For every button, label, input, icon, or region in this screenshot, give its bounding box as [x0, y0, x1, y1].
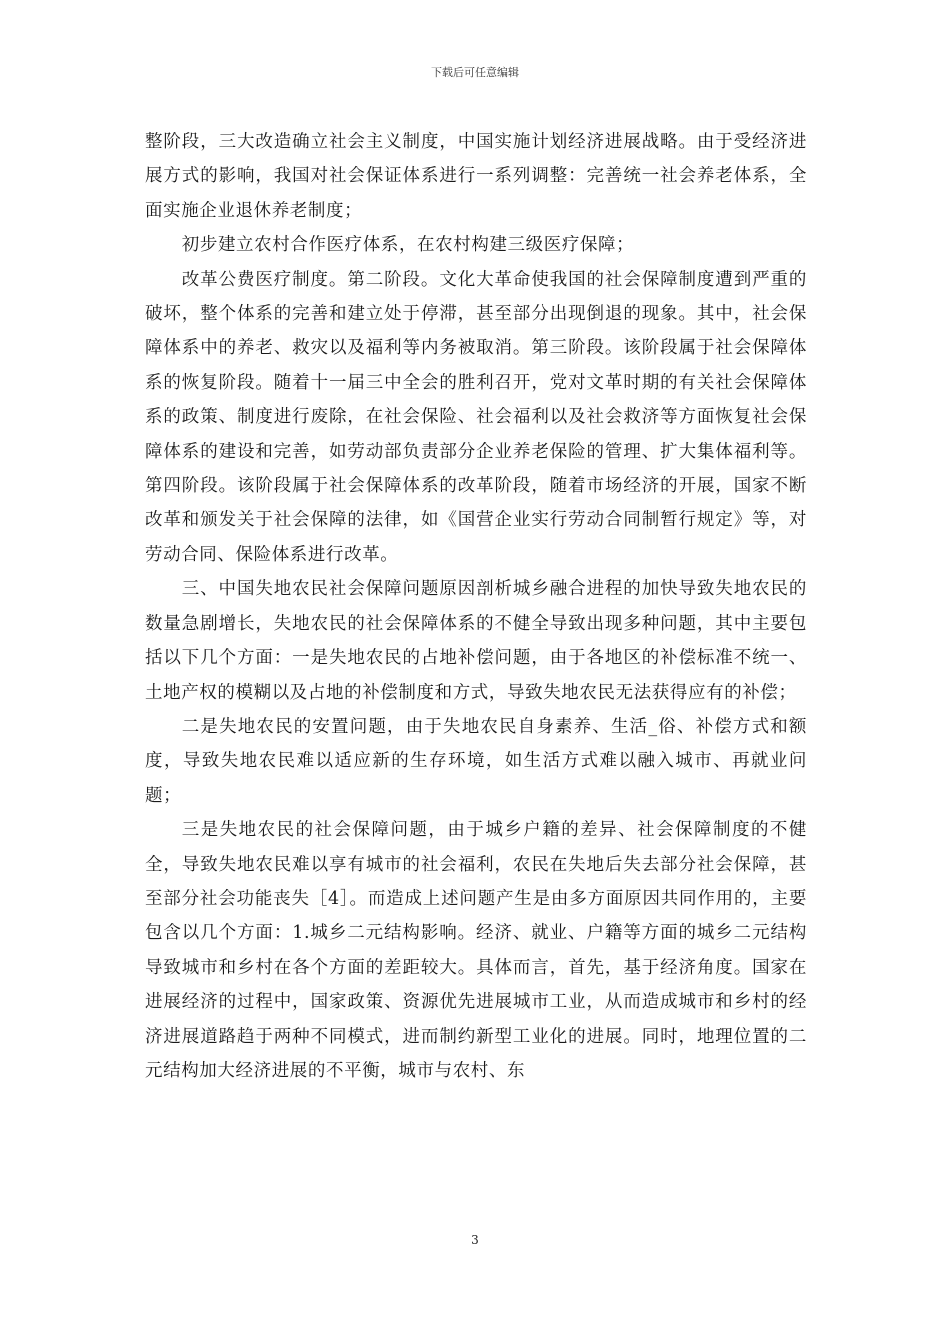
paragraph-1: 整阶段，三大改造确立社会主义制度，中国实施计划经济进展战略。由于受经济进展方式的影响，我国对社会保证体系进行一系列调整：完善统一社会养老体系，全面实施企业退休养老制度；: [145, 132, 807, 221]
paragraph-2: 初步建立农村合作医疗体系，在农村构建三级医疗保障；: [181, 235, 635, 256]
paragraph-6: 三是失地农民的社会保障问题，由于城乡户籍的差异、社会保障制度的不健全，导致失地农民难以享有城市的社会福利，农民在失地后失去部分社会保障，甚至部分社会功能丧失［4］。而造成上述问题产生是由多方面原因共同作用的，主要包含以几个方面：1.城乡二元结构影响。经济、就业、户籍等方面的城乡二元结构导致城市和乡村在各个方面的差距较大。具体而言，首先，基于经济角度。国家在进展经济的过程中，国家政策、资源优先进展城市工业，从而造成城市和乡村的经济进展道路趋于两种不同模式，进而制约新型工业化的进展。同时，地理位置的二元结构加大经济进展的不平衡，城市与农村、东: [145, 820, 807, 1081]
document-body: [145, 125, 807, 1088]
paragraph-4: 三、中国失地农民社会保障问题原因剖析城乡融合进程的加快导致失地农民的数量急剧增长，失地农民的社会保障体系的不健全导致出现多种问题，其中主要包括以下几个方面：一是失地农民的占地补偿问题，由于各地区的补偿标准不统一、土地产权的模糊以及占地的补偿制度和方式，导致失地农民无法获得应有的补偿；: [145, 579, 807, 703]
paragraph-3: 改革公费医疗制度。第二阶段。文化大革命使我国的社会保障制度遭到严重的破坏，整个体系的完善和建立处于停滞，甚至部分出现倒退的现象。其中，社会保障体系中的养老、救灾以及福利等内务被取消。第三阶段。该阶段属于社会保障体系的恢复阶段。随着十一届三中全会的胜利召开，党对文革时期的有关社会保障体系的政策、制度进行废除，在社会保险、社会福利以及社会救济等方面恢复社会保障体系的建设和完善，如劳动部负责部分企业养老保险的管理、扩大集体福利等。第四阶段。该阶段属于社会保障体系的改革阶段，随着市场经济的开展，国家不断改革和颁发关于社会保障的法律，如《国营企业实行劳动合同制暂行规定》等，对劳动合同、保险体系进行改革。: [145, 269, 807, 565]
page-header: 下载后可任意编辑: [431, 66, 519, 79]
paragraph-5: 二是失地农民的安置问题，由于失地农民自身素养、生活_俗、补偿方式和额度，导致失地农民难以适应新的生存环境，如生活方式难以融入城市、再就业问题；: [145, 716, 807, 806]
page-number: 3: [471, 1233, 479, 1247]
